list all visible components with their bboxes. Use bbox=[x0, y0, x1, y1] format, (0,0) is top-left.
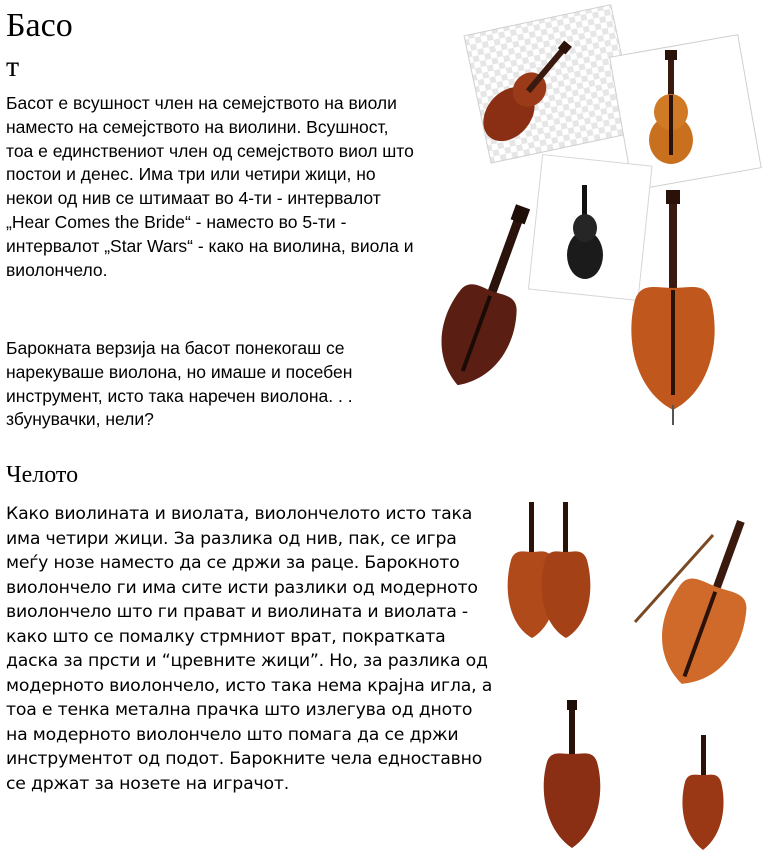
cello-heading: Челото bbox=[6, 462, 79, 488]
cello-bottom-left-image bbox=[544, 700, 601, 848]
cello-collage bbox=[495, 490, 768, 866]
bass-heading: Басо bbox=[6, 7, 73, 44]
cello-with-bow-image bbox=[635, 508, 768, 697]
bass-paragraph-2: Барокната верзија на басот понекогаш се нарекуваше виолона, но имаше и посебен инструмент, исто така наречен виолона. . . збунувачки, нели? bbox=[6, 338, 353, 430]
bass-collage bbox=[425, 0, 768, 440]
bass-paragraph-1: Басот е всушност член на семејството на виоли наместо на семејството на виолини. Всушност, тоа е единствениот член од семејството виол што постои и денес. Има три или четири жици, но некои од нив се штимаат во 4-ти - интервалот „Hear Comes the Bride“ - наместо во 5-ти - интервалот „Star Wars“ - како на виолина, виола и виолончело. bbox=[6, 93, 414, 280]
bass-heading-tail: т bbox=[6, 50, 20, 83]
photo-card-viol-1 bbox=[464, 5, 638, 163]
cello-pair-image bbox=[508, 502, 591, 638]
cello-bottom-right-image bbox=[682, 735, 723, 850]
cello-paragraph: Како виолината и виолата, виолончелото исто така има четири жици. За разлика од нив, пак, се игра меѓу нозе наместо да се држи за раце. Барокното виолончело ги има сите исти разлики од модерното виолончело што ги прават и виолината и виолата - како што се помалку стрмниот врат, пократката даска за прсти и “цревните жици”. Но, за разлика од модерното виолончело, исто така нема крајна игла, а тоа е тенка метална прачка што излегува од дното на модерното виолончело што помага да се држи инструментот од подот. Барокните чела едноставно се држат за нозете на играчот. bbox=[6, 504, 493, 794]
